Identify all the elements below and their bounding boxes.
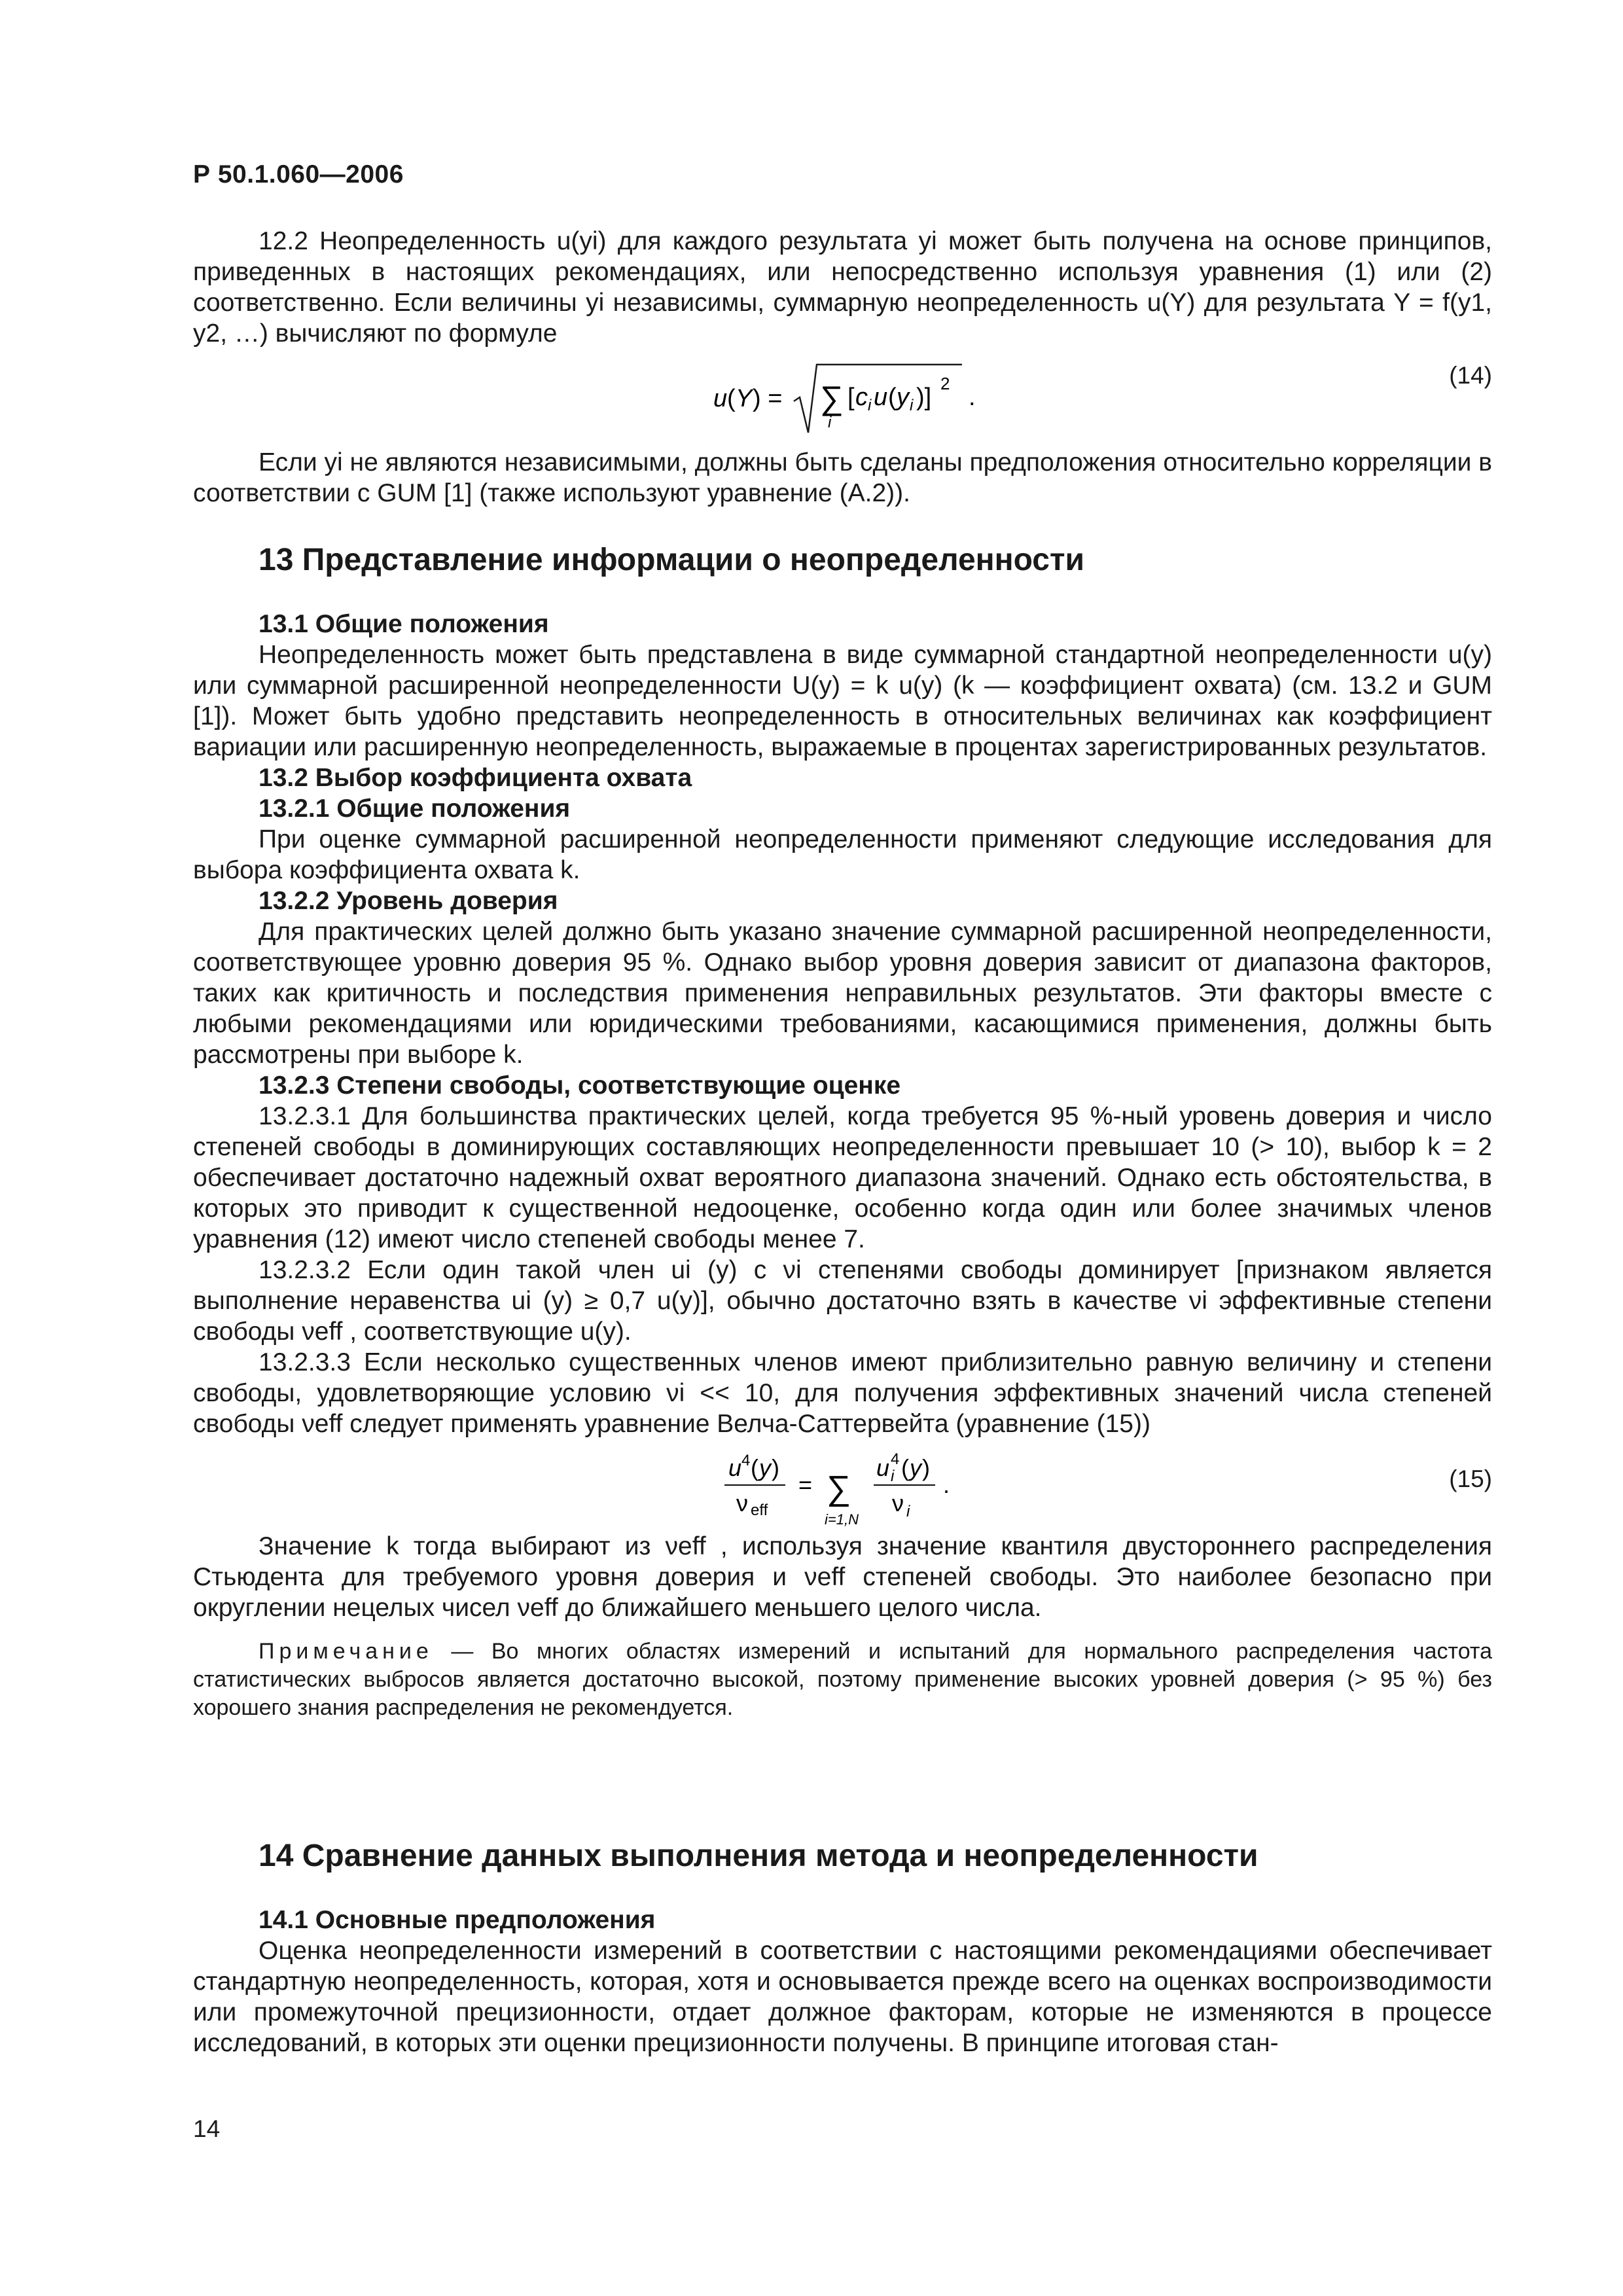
svg-text:u: u — [874, 384, 888, 411]
svg-text:i: i — [910, 397, 914, 414]
section-13-2-1-title: 13.2.1 Общие положения — [259, 795, 571, 823]
section-13-2-3-3-text: 13.2.3.3 Если несколько существенных членов имеют приблизительно равную величину и степени свободы, удовлетворяющие условию νi << 10, для получения эффективных значений числа степеней свободы νeff следует применять уравнение Велча-Саттервейта (уравнение (15)) — [193, 1348, 1492, 1438]
svg-text:i=1,N: i=1,N — [825, 1511, 859, 1528]
equation-14-number: (14) — [1449, 362, 1492, 389]
section-12-2 — [193, 226, 1492, 509]
svg-text:eff: eff — [751, 1501, 768, 1519]
section-13-1-text: Неопределенность может быть представлена в виде суммарной стандартной неопределенности u(y) или суммарной расширенной неопределенности U(y) = k u(y) (k — коэффициент охвата) (см. 13.2 и GUM [1]). Может быть удобно представить неопределенность в относительных величинах как коэффициент вариации или расширенную неопределенность, выражаемые в процентах зарегистрированных результатов. — [193, 641, 1492, 761]
section-13-heading: 13 Представление информации о неопределенности — [259, 543, 1085, 577]
section-13-2-title: 13.2 Выбор коэффициента охвата — [259, 764, 692, 792]
svg-text:(: ( — [888, 384, 897, 411]
section-14-1-text: Оценка неопределенности измерений в соответствии с настоящими рекомендациями обеспечивает стандартную неопределенность, которая, хотя и основывается прежде всего на оценках воспроизводимости или промежуточной прецизионности, отдает должное факторам, которые не изменяются в процессе исследований, в которых эти оценки прецизионности получены. В принципе итоговая стан- — [193, 1937, 1492, 2057]
section-13-body — [193, 609, 1492, 1722]
svg-text:y: y — [759, 1454, 771, 1481]
svg-text:(: ( — [901, 1454, 909, 1481]
svg-text:=: = — [798, 1471, 813, 1498]
section-13-2-2-title: 13.2.2 Уровень доверия — [259, 887, 558, 915]
note-text: — Во многих областях измерений и испытаний для нормального распределения частота статистических выбросов является достаточно высокой, поэтому применение высоких уровней доверия (> 95 %) без хорошего знания распределения не рекомендуется. — [193, 1639, 1493, 1720]
svg-text:): ) — [772, 1454, 779, 1481]
svg-text:4: 4 — [741, 1452, 751, 1469]
svg-text:i: i — [868, 397, 872, 414]
svg-text:y: y — [910, 1454, 921, 1481]
svg-text:2: 2 — [940, 374, 950, 393]
standard-header: Р 50.1.060—2006 — [193, 160, 404, 188]
svg-text:(: ( — [727, 385, 736, 412]
section-14-heading: 14 Сравнение данных выполнения метода и неопределенности — [259, 1839, 1258, 1873]
section-14-body — [193, 1905, 1492, 2058]
section-13-2-3-1-text: 13.2.3.1 Для большинства практических целей, когда требуется 95 %-ный уровень доверия и число степеней свободы в доминирующих составляющих неопределенности превышает 10 (> 10), выбор k = 2 обеспечивает достаточно надежный охват вероятного диапазона значений. Однако есть обстоятельства, в которых это приводит к существенной недооценке, особенно когда один или более значимых членов уравнения (12) имеют число степеней свободы менее 7. — [193, 1102, 1492, 1253]
equation-14 — [193, 349, 1492, 447]
equation-15-graphic — [193, 1439, 1492, 1537]
svg-text:(: ( — [751, 1454, 758, 1481]
equation-15-number: (15) — [1449, 1465, 1492, 1492]
svg-text:[: [ — [847, 384, 855, 411]
svg-text:): ) — [922, 1454, 930, 1481]
svg-text:Y: Y — [736, 385, 753, 412]
section-13-2-3-2-text: 13.2.3.2 Если один такой член ui (y) с νi степенями свободы доминирует [признаком является выполнение неравенства ui (y) ≥ 0,7 u(y)], обычно достаточно взять в качестве νi эффективные степени свободы νeff , соответствующие u(y). — [193, 1256, 1492, 1346]
note-label: Примечание — [259, 1639, 433, 1664]
svg-text:) =: ) = — [753, 385, 783, 412]
svg-text:c: c — [855, 384, 868, 411]
note — [193, 1638, 1492, 1722]
equation-15 — [193, 1439, 1492, 1537]
sum-sign-15: ∑ — [827, 1469, 851, 1507]
svg-text:4: 4 — [891, 1450, 900, 1468]
paragraph-12-2: 12.2 Неопределенность u(yi) для каждого результата yi может быть получена на основе принципов, приведенных в настоящих рекомендациях, или непосредственно используя уравнения (1) или (2) соответственно. Если величины yi независимы, суммарную неопределенность u(Y) для результата Y = f(y1, y2, …) вычисляют по формуле — [193, 227, 1492, 348]
svg-text:y: y — [897, 384, 909, 411]
paragraph-after-15: Значение k тогда выбирают из νeff , используя значение квантиля двустороннего распределения Стьюдента для требуемого уровня доверия и νeff степеней свободы. Это наиболее безопасно при округлении нецелых чисел νeff до ближайшего меньшего целого числа. — [193, 1532, 1492, 1622]
section-13-2-3-title: 13.2.3 Степени свободы, соответствующие оценке — [259, 1071, 901, 1100]
section-14-1-title: 14.1 Основные предположения — [259, 1906, 656, 1934]
svg-text:i: i — [906, 1503, 910, 1520]
section-13-2-1-text: При оценке суммарной расширенной неопределенности применяют следующие исследования для выбора коэффициента охвата k. — [193, 825, 1492, 884]
svg-text:u: u — [876, 1454, 890, 1481]
svg-text:)]: )] — [916, 384, 932, 411]
sum-sign: ∑ — [820, 380, 844, 416]
eq14-lhs: u — [713, 385, 728, 412]
svg-text:ν: ν — [736, 1490, 748, 1516]
section-13-2-2-text: Для практических целей должно быть указано значение суммарной расширенной неопределенности, соответствующее уровню доверия 95 %. Однако выбор уровня доверия зависит от диапазона факторов, таких как критичность и последствия применения неправильных результатов. Эти факторы вместе с любыми рекомендациями или юридическими требованиями, касающимися применения, должны быть рассмотрены при выборе k. — [193, 918, 1492, 1069]
svg-text:u: u — [728, 1454, 742, 1481]
svg-text:.: . — [969, 384, 976, 411]
section-13-1-title: 13.1 Общие положения — [259, 610, 549, 638]
svg-text:.: . — [943, 1471, 950, 1498]
svg-text:ν: ν — [892, 1490, 904, 1516]
svg-text:i: i — [828, 414, 832, 431]
svg-text:i: i — [891, 1467, 895, 1485]
paragraph-12-2-correlation: Если yi не являются независимыми, должны быть сделаны предположения относительно корреляции в соответствии с GUM [1] (также используют уравнение (А.2)). — [193, 448, 1492, 507]
equation-14-graphic — [193, 349, 1492, 447]
page-number: 14 — [193, 2115, 221, 2142]
